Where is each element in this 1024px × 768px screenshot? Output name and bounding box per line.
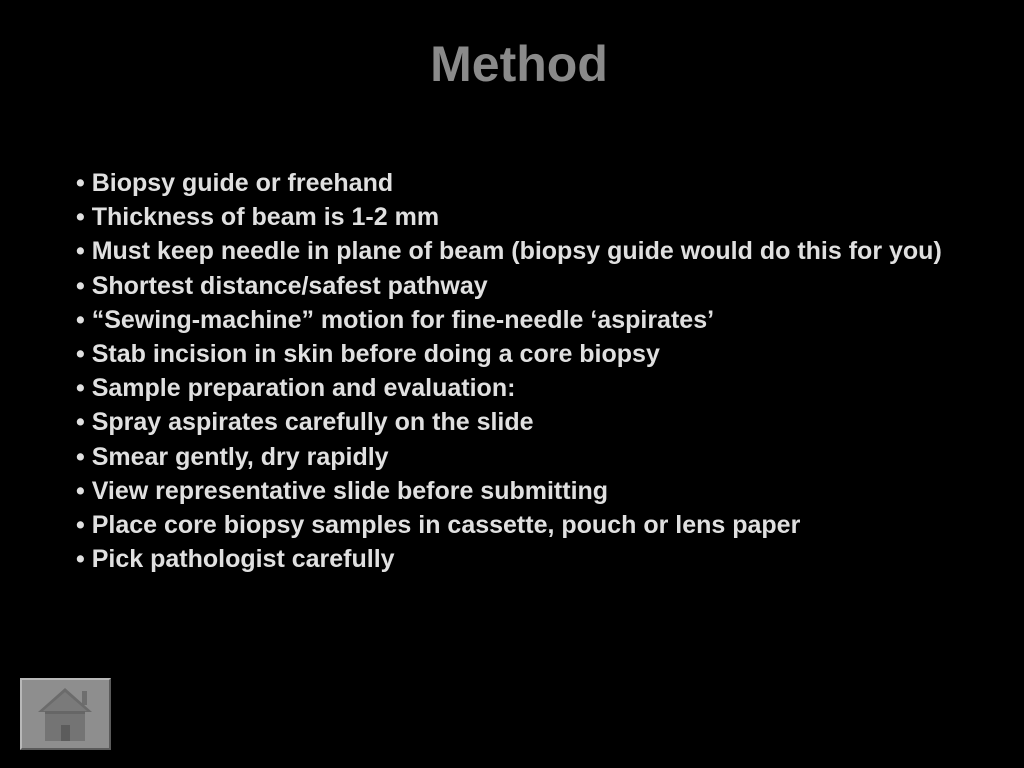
bullet-list xyxy=(76,166,966,576)
bullet-item: • Place core biopsy samples in cassette, pouch or lens paper xyxy=(76,508,966,542)
bullet-item: • Thickness of beam is 1-2 mm xyxy=(76,200,966,234)
slide-title: Method xyxy=(430,36,608,92)
bullet-item: • Spray aspirates carefully on the slide xyxy=(76,405,966,439)
bullet-item: • Shortest distance/safest pathway xyxy=(76,269,966,303)
bullet-item: • Smear gently, dry rapidly xyxy=(76,440,966,474)
bullet-item: • Sample preparation and evaluation: xyxy=(76,371,966,405)
bullet-item: • Must keep needle in plane of beam (biopsy guide would do this for you) xyxy=(76,234,966,268)
bullet-item: • Biopsy guide or freehand xyxy=(76,166,966,200)
home-icon xyxy=(22,680,109,748)
bullet-item: • Stab incision in skin before doing a core biopsy xyxy=(76,337,966,371)
bullet-item: • Pick pathologist carefully xyxy=(76,542,966,576)
home-button[interactable] xyxy=(20,678,111,750)
bullet-item: • View representative slide before submitting xyxy=(76,474,966,508)
bullet-item: • “Sewing-machine” motion for fine-needle ‘aspirates’ xyxy=(76,303,966,337)
